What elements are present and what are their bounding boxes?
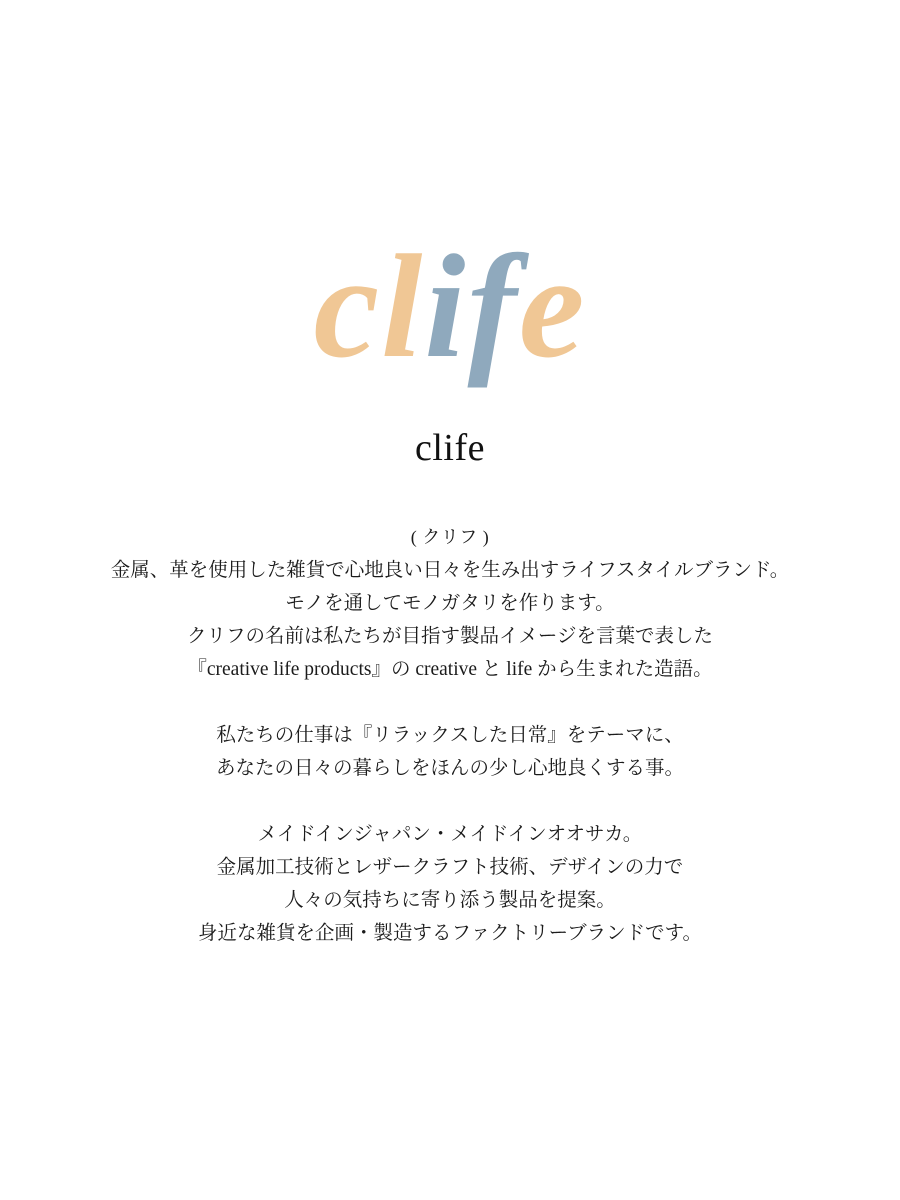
description-block-manufacturing bbox=[60, 818, 840, 950]
description-line: あなたの日々の暮らしをほんの少し心地良くする事。 bbox=[215, 758, 684, 780]
logo-letter-l: l bbox=[381, 225, 425, 389]
description-line: 金属加工技術とレザークラフト技術、デザインの力で bbox=[216, 857, 684, 879]
logo-letter-f: f bbox=[467, 225, 519, 389]
description-line: モノを通してモノガタリを作ります。 bbox=[285, 593, 615, 615]
description-line: 『creative life products』の creative と life から生まれた造語。 bbox=[187, 659, 713, 681]
logo-letter-c: c bbox=[313, 225, 382, 389]
brand-description bbox=[60, 521, 840, 950]
description-line: 私たちの仕事は『リラックスした日常』をテーマに、 bbox=[216, 725, 684, 747]
logo-letter-e: e bbox=[518, 225, 587, 389]
description-line: 身近な雑貨を企画・製造するファクトリーブランドです。 bbox=[197, 923, 703, 945]
description-line: メイドインジャパン・メイドインオオサカ。 bbox=[257, 824, 643, 846]
brand-logo bbox=[313, 225, 587, 389]
logo-wordmark bbox=[313, 225, 587, 389]
brand-name: clife bbox=[414, 427, 485, 469]
logo-letter-i: i bbox=[424, 225, 468, 389]
brand-reading: ( クリフ ) bbox=[410, 527, 490, 548]
description-block-mission bbox=[60, 719, 840, 785]
description-line: 人々の気持ちに寄り添う製品を提案。 bbox=[284, 890, 616, 912]
description-block-intro bbox=[60, 521, 840, 686]
description-line: クリフの名前は私たちが目指す製品イメージを言葉で表した bbox=[187, 626, 713, 648]
description-line: 金属、革を使用した雑貨で心地良い日々を生み出すライフスタイルブランド。 bbox=[110, 560, 790, 582]
